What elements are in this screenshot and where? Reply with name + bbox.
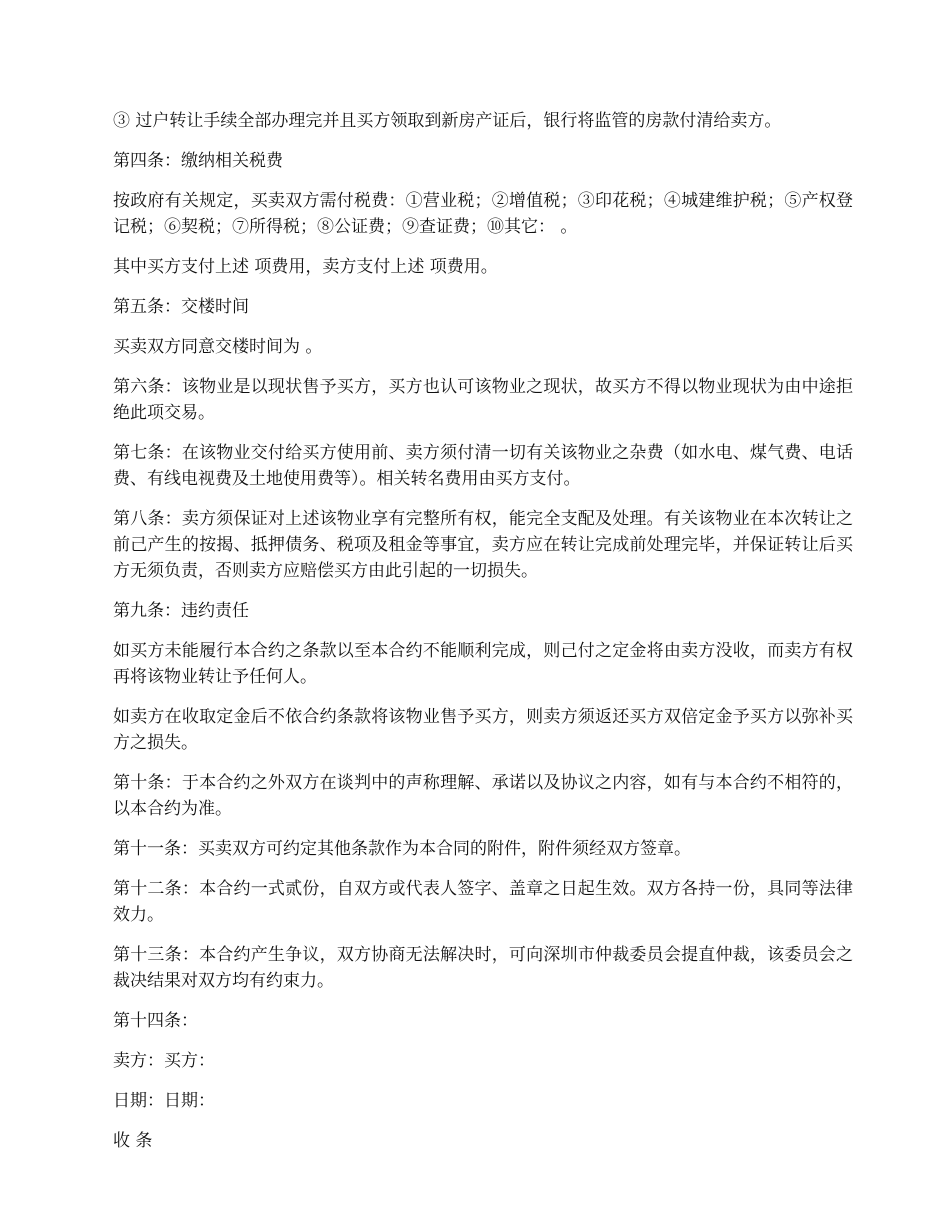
article-9-buyer-default: 如买方未能履行本合约之条款以至本合约不能顺利完成，则己付之定金将由卖方没收，而卖方有权再将该物业转让予任何人。 — [113, 641, 853, 687]
article-6-text: 第六条：该物业是以现状售予买方，买方也认可该物业之现状，故买方不得以物业现状为由中途拒绝此项交易。 — [113, 377, 853, 423]
article-10-text: 第十条：于本合约之外双方在谈判中的声称理解、承诺以及协议之内容，如有与本合约不相符的，以本合约为准。 — [113, 773, 853, 819]
article-13-text: 第十三条：本合约产生争议，双方协商无法解决时，可向深圳市仲裁委员会提直仲裁，该委员会之裁决结果对双方均有约束力。 — [113, 945, 853, 991]
receipt-heading: 收 条 — [113, 1131, 153, 1151]
clause-3-item-3: ③ 过户转让手续全部办理完并且买方领取到新房产证后，银行将监管的房款付清给卖方。 — [113, 111, 782, 131]
signature-dates: 日期：日期： — [113, 1091, 215, 1111]
article-12-text: 第十二条：本合约一式贰份，自双方或代表人签字、盖章之日起生效。双方各持一份，具同等法律效力。 — [113, 879, 853, 925]
article-5-heading: 第五条：交楼时间 — [113, 297, 249, 317]
article-4-tax-list: 按政府有关规定，买卖双方需付税费：①营业税；②增值税；③印花税；④城建维护税；⑤产权登记税；⑥契税；⑦所得税；⑧公证费；⑨查证费；⑩其它： 。 — [113, 191, 853, 237]
article-7-text: 第七条：在该物业交付给买方使用前、卖方须付清一切有关该物业之杂费（如水电、煤气费、电话费、有线电视费及土地使用费等）。相关转名费用由买方支付。 — [113, 443, 853, 489]
article-14-heading: 第十四条： — [113, 1011, 198, 1031]
document-body — [113, 108, 853, 1168]
article-11-text: 第十一条：买卖双方可约定其他条款作为本合同的附件，附件须经双方签章。 — [113, 839, 691, 859]
article-9-seller-default: 如卖方在收取定金后不依合约条款将该物业售予买方，则卖方须返还买方双倍定金予买方以弥补买方之损失。 — [113, 707, 853, 753]
article-5-text: 买卖双方同意交楼时间为 。 — [113, 337, 323, 357]
article-9-heading: 第九条：违约责任 — [113, 601, 249, 621]
signature-parties: 卖方：买方： — [113, 1051, 215, 1071]
article-8-text: 第八条：卖方须保证对上述该物业享有完整所有权，能完全支配及处理。有关该物业在本次转让之前己产生的按揭、抵押债务、税项及租金等事宜，卖方应在转让完成前处理完毕，并保证转让后买方无须负责，否则卖方应赔偿买方由此引起的一切损失。 — [113, 509, 853, 581]
article-4-fee-split: 其中买方支付上述 项费用，卖方支付上述 项费用。 — [113, 257, 498, 277]
article-4-heading: 第四条：缴纳相关税费 — [113, 151, 283, 171]
